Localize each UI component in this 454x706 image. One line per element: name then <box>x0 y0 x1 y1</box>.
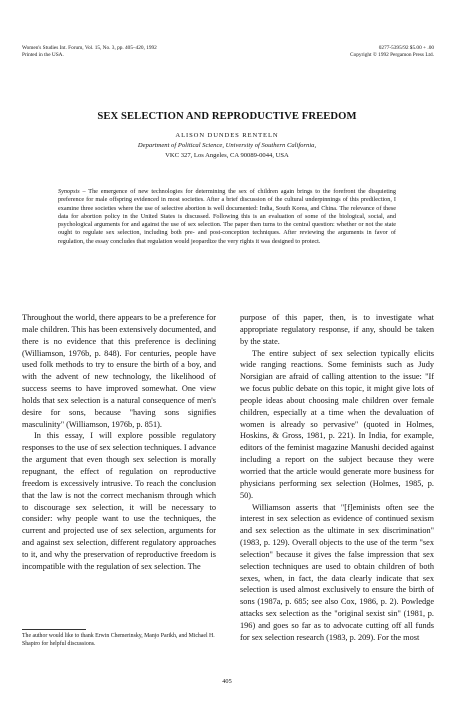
footnote: The author would like to thank Erwin Chemerinsky, Manjo Parikh, and Michael H. Shapiro for helpful discussions. <box>22 633 215 647</box>
body-column-right <box>240 312 434 644</box>
issn-price: 0277-5395/92 $5.00 + .00 <box>378 45 434 51</box>
affiliation-line-2: VKC 327, Los Angeles, CA 90089-0044, USA <box>165 152 289 159</box>
author-name: ALISON DUNDES RENTELN <box>175 132 279 139</box>
page-number: 405 <box>222 678 232 685</box>
running-header-right <box>300 45 434 59</box>
synopsis <box>58 188 396 246</box>
affiliation-line-1: Department of Political Science, University of Southern California, <box>137 142 317 149</box>
article-title: SEX SELECTION AND REPRODUCTIVE FREEDOM <box>97 111 357 122</box>
body-paragraph: In this essay, I will explore possible regulatory responses to the use of sex selection techniques. I advance the argument that even though sex selection is morally repugnant, the effect of regulation on reproductive freedom is excessively intrusive. To reach the conclusion that the law is not the correct mechanism through which to discourage sex selection, it will be necessary to consider: why people want to use the techniques, the current and projected use of sex selection, arguments for and against sex selection, different regulatory approaches to it, and why the preservation of reproductive freedom is incompatible with the regulation of sex selection. The <box>22 431 216 571</box>
body-column-left <box>22 312 216 573</box>
journal-citation: Women's Studies Int. Forum, Vol. 15, No. 3, pp. 405–420, 1992 <box>22 45 157 51</box>
printed-note: Printed in the USA. <box>22 52 64 58</box>
synopsis-label: Synopsis <box>58 188 80 195</box>
body-paragraph: purpose of this paper, then, is to investigate what appropriate regulatory response, if any, should be taken by the state. <box>240 313 434 346</box>
body-paragraph: Williamson asserts that "[f]eminists often see the interest in sex selection as evidence of continued sexism and sex selection as the ultimate in sex discrimination" (1983, p. 129). Overall objects to the use of the term "sex selection" because it gives the false impression that sex selection techniques are used to obtain children of both sexes, when, in fact, the data clearly indicate that sex selection is used almost exclusively to ensure the birth of sons (1987a, p. 685; see also Cox, 1986, p. 2). Powledge attacks sex selection as the "original sexist sin" (1981, p. 196) and goes so far as to advocate cutting off all funds for sex selection research (1983, p. 209). For the most <box>240 502 434 642</box>
footnote-rule <box>22 629 86 630</box>
copyright-notice: Copyright © 1992 Pergamon Press Ltd. <box>350 52 434 58</box>
body-paragraph: Throughout the world, there appears to be a preference for male children. This has been extensively documented, and there is no evidence that this preference is declining (Williamson, 1976b, p. 848). For centuries, people have used folk methods to try to ensure the birth of a boy, and with the advent of new technology, the likelihood of success seems to have improved somewhat. One view holds that sex selection is a natural consequence of men's desire for sons, because "having sons signifies masculinity" (Williamson, 1976b, p. 851). <box>22 313 216 429</box>
body-paragraph: The entire subject of sex selection typically elicits wide ranging reactions. Some feminists such as Judy Norsigian are afraid of calling attention to the issue: "If we focus public debate on this topic, it might give lots of people ideas about choosing male children over female children, especially at a time when the devaluation of women is already so pervasive" (quoted in Holmes, Hoskins, & Gross, 1981, p. 221). In India, for example, editors of the feminist magazine Manushi decided against including a report on the subject because they were worried that the article would generate more business for physicians performing sex selection (Holmes, 1985, p. 50). <box>240 348 434 500</box>
running-header-left <box>22 45 222 59</box>
synopsis-text: – The emergence of new technologies for determining the sex of children again brings to the forefront the disquieting preference for male offspring evidenced in most societies. After a brief discussion of the cultural underpinnings of this predilection, I examine three societies where the use of selective abortion is well documented: India, South Korea, and China. The relevance of these data for abortion policy in the United States is discussed. Following this is an evaluation of some of the biological, social, and psychological arguments for and against the use of sex selection. The paper then turns to the central question: whether or not the state ought to regulate sex selection, including both pre- and post-conception techniques. After reviewing the arguments in favor of regulation, the essay concludes that regulation would jeopardize the very rights it was designed to protect. <box>58 188 396 245</box>
